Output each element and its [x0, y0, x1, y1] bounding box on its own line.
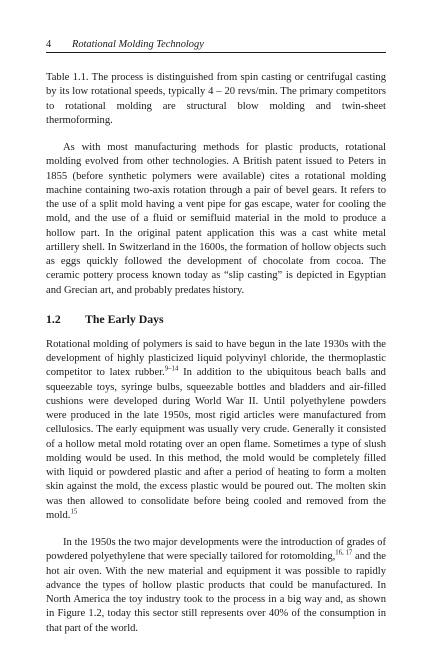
- body-text: [46, 71, 386, 636]
- running-title: Rotational Molding Technology: [72, 39, 204, 50]
- paragraph-1950s-text-1: In the 1950s the two major developments were the introduction of grades of powdered polyethylene that were specially tailored for rotomolding,: [46, 537, 386, 563]
- paragraph-1950s-text-2: and the hot air oven. With the new material and equipment it was possible to rapidly advance the types of hollow plastic products that could be manufactured. In North America the toy industry took to the process in a big way and, as shown in Figure 1.2, today this sector still represents over 40% of the consumption in that part of the world.: [46, 551, 386, 634]
- section-title: The Early Days: [85, 311, 164, 326]
- page-number: 4: [46, 39, 52, 50]
- reference-15: 15: [70, 508, 78, 516]
- section-heading: [46, 312, 386, 326]
- running-head: [46, 38, 386, 53]
- paragraph-early-days-text-2: In addition to the ubiquitous beach balls and squeezable toys, syringe bulbs, squeezable bottles and bladders and air-filled cushions were developed during World War II. Until polyethylene powders were produced in the late 1950s, most rigid articles were manufactured from cellulosics. The early equipment was usually very crude. Generally it consisted of a hollow metal mold rotating over an open flame. Sometimes a type of slush molding would be used. In this method, the mold would be completely filled with liquid or powdered plastic and after a period of heating to form a molten skin against the mold, the excess plastic would be poured out. The molten skin was then allowed to consolidate before being cooled and removed from the mold.: [46, 367, 386, 521]
- reference-16-17: 16, 17: [335, 549, 353, 557]
- reference-9-14: 9–14: [164, 365, 179, 373]
- book-page: [46, 38, 386, 636]
- paragraph-early-days: [46, 338, 386, 523]
- paragraph-history: As with most manufacturing methods for plastic products, rotational molding evolved from other technologies. A British patent issued to Peters in 1855 (before synthetic polymers were available) cites a rotational molding machine containing two-axis rotation through a pair of bevel gears. It refers to the use of a split mold having a vent pipe for gas escape, water for cooling the mold, and the use of a fluid or semifluid material in the mold to produce a hollow part. In the original patent application this was a cast white metal artillery shell. In Switzerland in the 1600s, the formation of hollow objects such as eggs quickly followed the development of chocolate from cocoa. The ceramic pottery process known today as “slip casting” is depicted in Egyptian and Grecian art, and probably predates history.: [46, 142, 386, 296]
- section-number: 1.2: [46, 311, 61, 326]
- paragraph-early-days-text-1: Rotational molding of polymers is said to have begun in the late 1930s with the development of highly plasticized liquid polyvinyl chloride, the thermoplastic competitor to latex rubber.: [46, 338, 386, 379]
- paragraph-continued: Table 1.1. The process is distinguished from spin casting or centrifugal casting by its low rotational speeds, typically 4 – 20 revs/min. The primary competitors to rotational molding are structural blow molding and twin-sheet thermoforming.: [46, 72, 386, 126]
- paragraph-1950s: [46, 536, 386, 636]
